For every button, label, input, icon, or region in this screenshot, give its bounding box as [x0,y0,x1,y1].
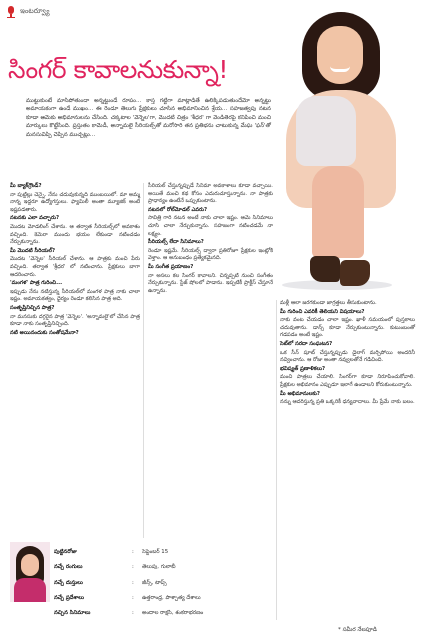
question: నటి అయినందుకు సంతోషమేనా? [10,329,79,336]
answer: ఇప్పుడు నేను నటిస్తున్న సీరియల్‌లో మంగళ పాత్ర నాకు చాలా ఇష్టం. అమాయకత్వం, ధైర్యం రెండూ కలిసిన పాత్ర అది. [10,288,140,303]
cover-photo [262,6,412,298]
question: 'మంగళ' పాత్ర గురించి... [10,280,63,287]
question: మీ అభిమానులకు? [280,390,320,397]
article-column-2 [148,183,273,296]
answer: సావిత్రి గారి నటన అంటే నాకు చాలా ఇష్టం. ఆమె సినిమాలు చూసి చాలా నేర్చుకున్నాను. సహజంగా నటించడమే నా లక్ష్యం. [148,215,273,237]
fact-box [54,545,279,621]
fact-row: నచ్చే ప్రదేశాలు : ఉత్తరాంధ్ర, పాశ్చాత్య దేశాలు [54,594,201,601]
intro-paragraph: ముట్టుకుంటే మాసిపోతుందా అన్నట్టుండే రూపం... కాస్త గట్టిగా మాట్లాడితే ఉలిక్కిపడుతుందేమో అన్నట్టు అమాయకంగా ఉండే ముఖం... ఈ రెండూ తెలుగు ప్రేక్షకులు చూసిన అభిమానించిన శ్రేయ... సహజత్వపు నటన కూడా ఆమెకు అభిమానులను చేసింది. చక్కటాల 'వెన్నెల'గా, మొదటి చిత్రం 'శీధర' గా వెండితెరపై కనిపించి మంచి మార్కులు కొట్టేసింది. ప్రస్తుతం కామెడీ, అన్నామలై సీరియల్స్‌తో మరోసారి తన ప్రతిభను చాటుకున్న మేఘ 'ఫన్'తో మనసువిప్పి చెప్పిన ముచ్చట్లు... [26,98,271,138]
fact-row: నచ్చే రంగులు : తెలుపు, గులాబీ [54,564,176,571]
column-divider [143,183,144,538]
answer: నా అసలు కల సింగర్ కావాలని. చిన్నప్పటి నుంచి సంగీతం నేర్చుకున్నాను. స్టేజ్ షోలలో పాడాను. ఇప్పటికీ ప్రాక్టీస్ చేస్తూనే ఉన్నాను. [148,272,273,294]
answer: నన్ను ఆదరిస్తున్న ప్రతి ఒక్కరికీ ధన్యవాదాలు. మీ ప్రేమే నాకు బలం. [280,399,415,406]
answer: ఒక సీన్ షూట్ చేస్తున్నప్పుడు డైలాగ్ మర్చిపోయి అందరినీ నవ్వించాను. ఆ రోజు అంతా నవ్వులతోనే గడిచింది. [280,349,415,364]
answer: సీరియల్ చేస్తున్నప్పుడే సినిమా అవకాశాలు కూడా వచ్చాయి. అయితే మంచి కథ కోసం ఎదురుచూస్తున్నాను. నా పాత్రకు ప్రాధాన్యం ఉంటేనే ఒప్పుకుంటాను. [148,183,273,205]
fact-row: నచ్చే దుస్తులు : జీన్స్, టాప్స్ [54,579,167,586]
question: భవిష్యత్ ప్రణాళికలు? [280,365,326,372]
question: మీ గురించి ఎవరికీ తెలియని విషయాలు? [280,308,365,315]
question: సంతృప్తినిచ్చిన పాత్ర? [10,304,55,311]
answer: రెండూ ఇష్టమే. సీరియల్స్ ద్వారా ప్రతిరోజూ ప్రేక్షకుల ఇంట్లోకి వెళ్తాం. ఆ అనుబంధం ప్రత్యేకమైనది. [148,247,273,262]
answer: మళ్లీ ఆలా జరగకుండా జాగ్రత్తలు తీసుకుంటాను. [280,300,377,306]
fact-row: పుట్టినరోజు : సెప్టెంబర్ 15 [54,549,169,555]
answer: నాకు వంట చేయడం చాలా ఇష్టం. ఖాళీ సమయంలో పుస్తకాలు చదువుతాను. డాన్స్ కూడా నేర్చుకుంటున్నాను. కుటుంబంతో గడపడం అంటే ఇష్టం. [280,317,415,339]
fact-row: నచ్చిన సినిమాలు : అందాల రాక్షసి, శంకరాభరణం [54,610,204,617]
question: నటనలో రోల్‌మోడల్ ఎవరు? [148,206,208,213]
profile-photo [10,542,50,602]
question: మీ సంగీత ప్రయాణం? [148,263,194,270]
question: సెట్‌లో సరదా సంఘటన? [280,340,333,347]
answer: మొదట మోడలింగ్ చేశాను. ఆ తర్వాత సీరియల్స్‌లో అవకాశం వచ్చింది. కెమెరా ముందు భయం లేకుండా నటించడం నేర్చుకున్నాను. [10,223,140,246]
answer: నా మనసుకు దగ్గరైన పాత్ర 'వెన్నెల'. 'అన్నామలై'లో చేసిన పాత్ర కూడా నాకు సంతృప్తినిచ్చింది. [10,313,140,328]
answer: నా పుట్టిల్లు చెన్నై. నేను చదువుకున్నది ముంబయిలో. మా అమ్మ నాన్న ఇద్దరూ ఉద్యోగస్తులు. ఫ్యామిలీ అంతా మ్యూజిక్ అంటే ఇష్టపడతారు. [10,191,140,213]
question: సీరియల్స్ లేదా సినిమాలు? [148,239,204,246]
headline: సింగర్ కావాలనుకున్నా! [8,55,228,84]
article-column-3 [280,300,415,408]
microphone-icon [6,6,16,18]
question: నటనకు ఎలా వచ్చారు? [10,215,60,222]
question: మీ మొదటి సీరియల్? [10,247,56,254]
answer: మొదట 'వెన్నెల' సీరియల్ చేశాను. ఆ పాత్రకు మంచి పేరు వచ్చింది. తర్వాత 'శ్రీధర' లో నటించాను. ప్రేక్షకులు బాగా ఆదరించారు. [10,256,140,278]
article-column-1 [10,183,140,338]
answer: మంచి పాత్రలు చేయాలి. సింగర్‌గా కూడా నిరూపించుకోవాలి. ప్రేక్షకుల అభిమానం ఎప్పుడూ ఇలాగే ఉండాలని కోరుకుంటున్నాను. [280,374,415,388]
section-label: ఇంటర్వ్యూ [20,7,50,15]
section-header [6,5,50,19]
byline: * సమీర నేలపూడి [338,627,377,633]
question: మీ బ్యాక్‌గ్రౌండ్? [10,183,42,189]
